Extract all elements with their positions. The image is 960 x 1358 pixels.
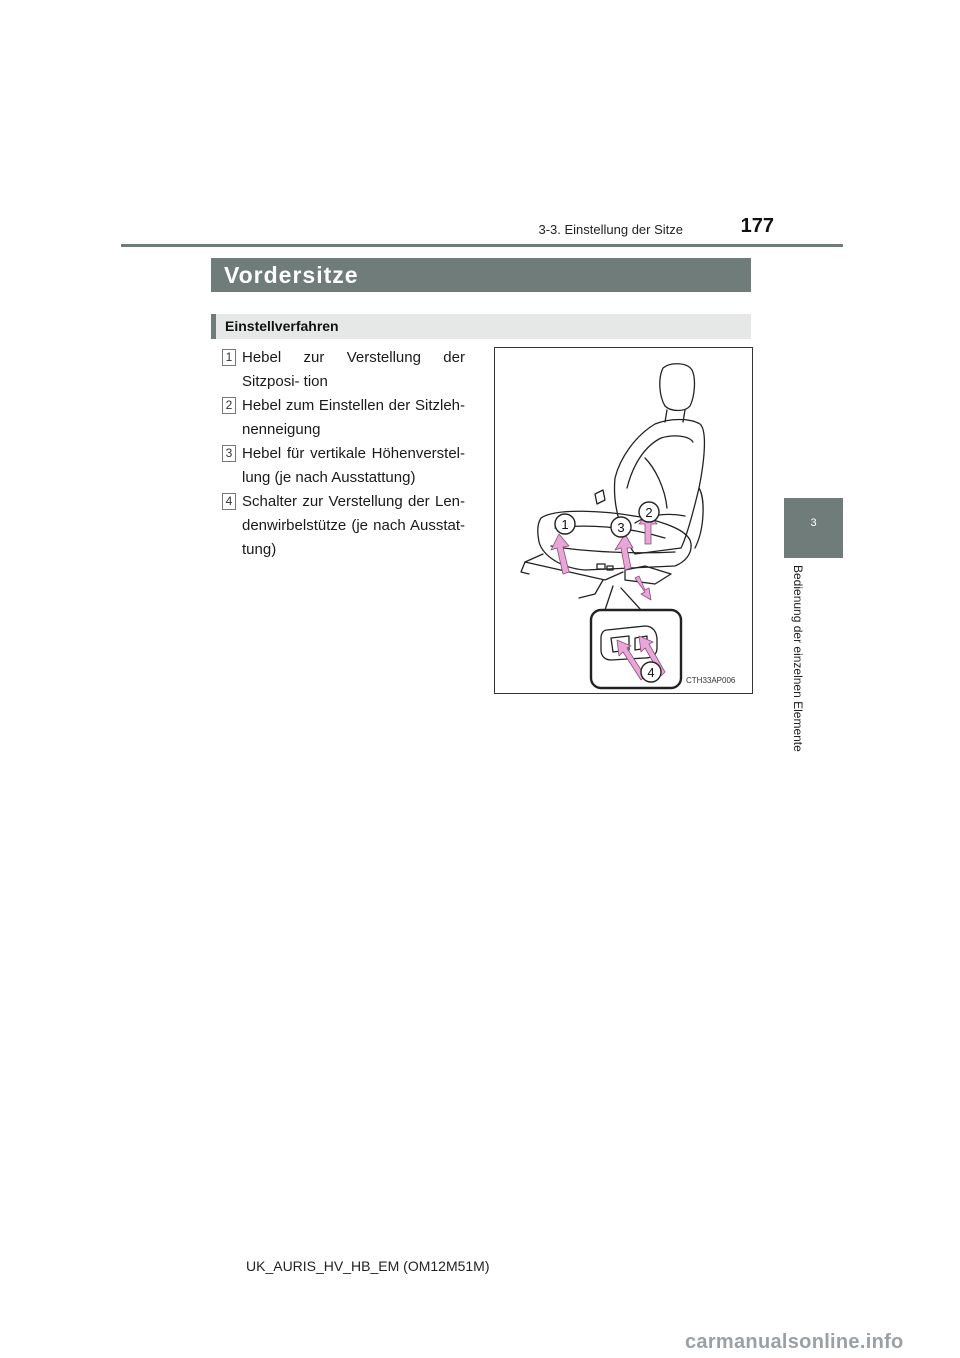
headrest-shape [660,364,695,411]
running-header-section: 3-3. Einstellung der Sitze [538,222,683,237]
zoom-connector [605,586,641,610]
item-text: Hebel zur Verstellung der Sitzposi- tion [242,349,465,390]
item-text: Hebel für vertikale Höhenverstel- lung (je nach Ausstattung) [242,445,465,486]
arrow-down [635,576,651,600]
item-number-badge: 2 [222,397,236,414]
callout-label-2: 2 [645,505,653,520]
subheading-accent [211,314,216,339]
figure-code: CTH33AP006 [686,676,736,685]
watermark: carmanualsonline.info [685,1331,904,1353]
document-id-footer: UK_AURIS_HV_HB_EM (OM12M51M) [246,1258,490,1274]
seat-rail-shape [525,554,623,580]
item-text: Hebel zum Einstellen der Sitzleh- nenneigung [242,397,465,438]
callout-label-3: 3 [617,520,625,535]
callout-label-1: 1 [561,517,569,532]
chapter-side-label: Bedienung der einzelnen Elemente [791,565,805,752]
section-title: Vordersitze [224,262,359,288]
seat-drawing [495,348,752,693]
page-number: 177 [740,215,774,237]
chapter-tab-number: 3 [810,517,817,529]
seat-illustration [494,347,753,694]
item-number-badge: 1 [222,349,236,366]
item-number-badge: 3 [222,445,236,462]
zoom-box [591,610,681,688]
subheading: Einstellverfahren [225,318,339,334]
item-text: Schalter zur Verstellung der Len- denwirbelstütze (je nach Ausstat- tung) [242,493,465,558]
callout-label-4: 4 [647,665,655,680]
item-number-badge: 4 [222,493,236,510]
header-rule [121,244,843,247]
